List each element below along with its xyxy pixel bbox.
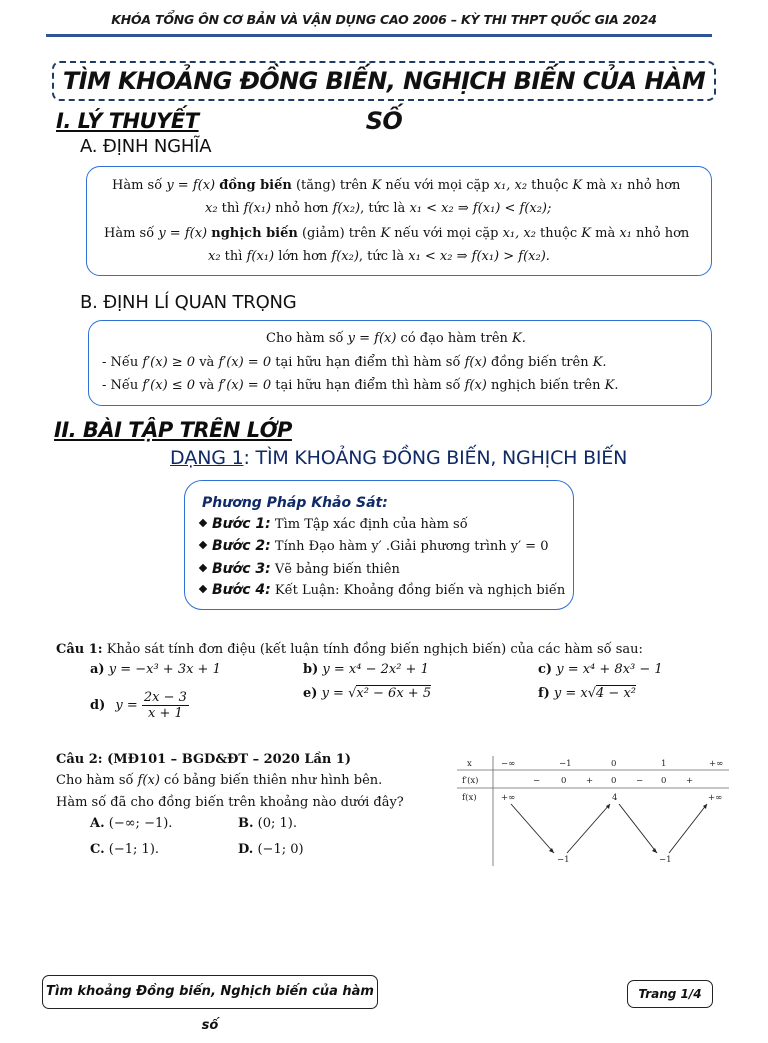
question-1-prompt: Câu 1: Khảo sát tính đơn điệu (kết luận tính đồng biến nghịch biến) của các hàm số sau: [56, 642, 643, 657]
variation-arrow-down [619, 804, 657, 853]
theorem-heading: B. ĐỊNH LÍ QUAN TRỌNG [80, 292, 297, 313]
vtable-sign: − [533, 776, 541, 786]
footer-title: Tìm khoảng Đồng biến, Nghịch biến của hàm số [46, 984, 374, 1033]
vtable-sign: 0 [561, 776, 567, 786]
theorem-line-3: - Nếu f′(x) ≤ 0 và f′(x) = 0 tại hữu hạn điểm thì hàm số f(x) nghịch biến trên K. [102, 378, 619, 393]
answer-a: A. (−∞; −1). [90, 816, 173, 831]
question-1-item-b: b) y = x⁴ − 2x² + 1 [303, 662, 429, 677]
vtable-f-value: −1 [557, 855, 570, 865]
question-2-line-2: Hàm số đã cho đồng biến trên khoảng nào dưới đây? [56, 795, 404, 810]
answer-d: D. (−1; 0) [238, 842, 304, 857]
vtable-x-value: −1 [559, 759, 572, 769]
question-1-item-c: c) y = x⁴ + 8x³ − 1 [538, 662, 663, 677]
method-step-2: Bước 2: Tính Đạo hàm y′ .Giải phương trình y′ = 0 [198, 538, 548, 554]
question-1-item-e: e) y = √x² − 6x + 5 [303, 686, 432, 701]
definition-line-4: x₂ thì f(x₁) lớn hơn f(x₂), tức là x₁ < x₂ ⇒ f(x₁) > f(x₂). [208, 249, 550, 264]
method-step-1: Bước 1: Tìm Tập xác định của hàm số [198, 516, 468, 532]
definition-line-2: x₂ thì f(x₁) nhỏ hơn f(x₂), tức là x₁ < x₂ ⇒ f(x₁) < f(x₂); [205, 201, 552, 216]
vtable-x-value: −∞ [501, 759, 516, 769]
vtable-sign: 0 [611, 776, 617, 786]
bullet-icon [199, 519, 207, 527]
vtable-f-value: −1 [659, 855, 672, 865]
answer-b: B. (0; 1). [238, 816, 297, 831]
type-1-heading: DẠNG 1: TÌM KHOẢNG ĐỒNG BIẾN, NGHỊCH BIẾN [170, 447, 628, 469]
definition-heading: A. ĐỊNH NGHĨA [80, 136, 212, 157]
answer-c: C. (−1; 1). [90, 842, 160, 857]
vtable-x-value: 1 [661, 759, 667, 769]
definition-line-1: Hàm số y = f(x) đồng biến (tăng) trên K nếu với mọi cặp x₁, x₂ thuộc K mà x₁ nhỏ hơn [112, 178, 681, 193]
variation-arrow-up [567, 804, 610, 853]
theorem-line-2: - Nếu f′(x) ≥ 0 và f′(x) = 0 tại hữu hạn điểm thì hàm số f(x) đồng biến trên K. [102, 355, 607, 370]
vtable-f-label: f(x) [462, 793, 477, 803]
page-title: TÌM KHOẢNG ĐỒNG BIẾN, NGHỊCH BIẾN CỦA HÀM SỐ [62, 67, 706, 135]
variation-arrow-down [511, 804, 554, 853]
vtable-sign: 0 [661, 776, 667, 786]
method-step-3: Bước 3: Vẽ bảng biến thiên [198, 561, 400, 577]
vtable-f-value: +∞ [501, 793, 516, 803]
question-2-label: Câu 2: (MĐ101 – BGD&ĐT – 2020 Lần 1) [56, 752, 352, 767]
vtable-sign: − [636, 776, 644, 786]
vtable-x-value: 0 [611, 759, 617, 769]
definition-line-3: Hàm số y = f(x) nghịch biến (giảm) trên K nếu với mọi cặp x₁, x₂ thuộc K mà x₁ nhỏ hơn [104, 226, 690, 241]
theorem-line-1: Cho hàm số y = f(x) có đạo hàm trên K. [266, 331, 526, 346]
question-1-item-d: d) y = $\frac{2x - 3}{x + 1}$ [90, 690, 187, 721]
vtable-sign: + [586, 776, 594, 786]
vtable-sign: + [686, 776, 694, 786]
vtable-f-value: +∞ [708, 793, 723, 803]
bullet-icon [199, 564, 207, 572]
method-step-4: Bước 4: Kết Luận: Khoảng đồng biến và nghịch biến [198, 582, 565, 598]
header-rule [46, 34, 712, 37]
section-1-heading: I. LÝ THUYẾT [56, 109, 199, 133]
question-1-item-f: f) y = x√4 − x² [538, 686, 637, 701]
vtable-x-value: +∞ [709, 759, 724, 769]
bullet-icon [199, 541, 207, 549]
page-number: Trang 1/4 [638, 987, 702, 1001]
question-2-line-1: Cho hàm số f(x) có bảng biến thiên như hình bên. [56, 773, 383, 788]
vtable-fprime-label: f′(x) [462, 776, 479, 786]
variation-arrow-up [669, 804, 707, 853]
question-1-item-a: a) y = −x³ + 3x + 1 [90, 662, 221, 677]
section-2-heading: II. BÀI TẬP TRÊN LỚP [54, 418, 292, 442]
bullet-icon [199, 585, 207, 593]
vtable-f-value: 4 [612, 793, 618, 803]
variation-table [453, 754, 731, 870]
method-heading: Phương Pháp Khảo Sát: [202, 495, 388, 511]
vtable-x-label: x [467, 759, 472, 769]
page-header: KHÓA TỔNG ÔN CƠ BẢN VÀ VẬN DỤNG CAO 2006 – KỲ THI THPT QUỐC GIA 2024 [111, 12, 657, 27]
